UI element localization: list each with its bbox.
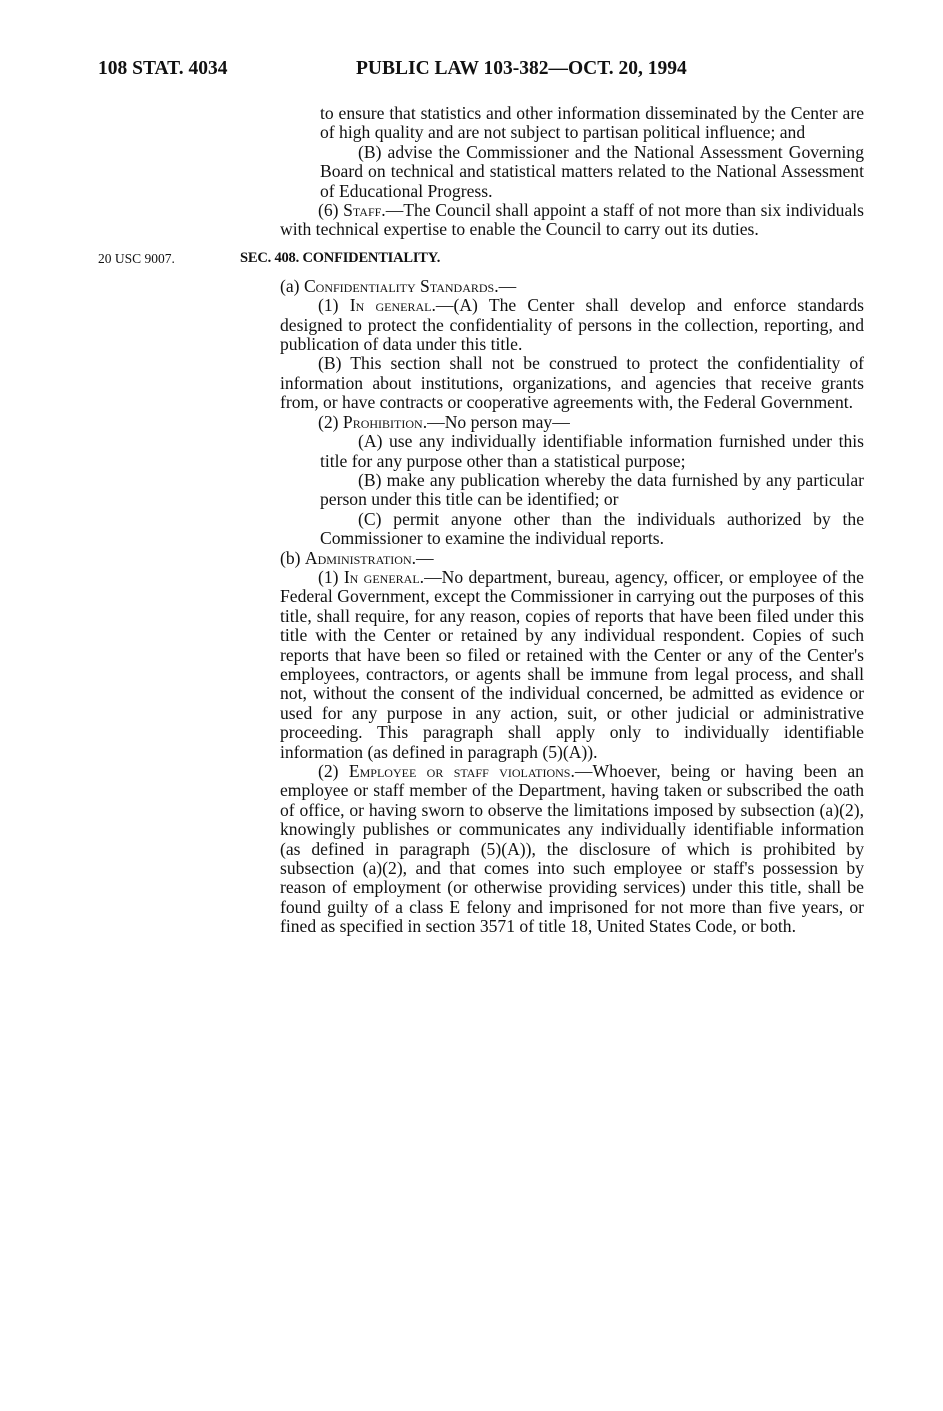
paragraph-number: (2): [318, 761, 349, 781]
subsection-label: Administration: [304, 547, 412, 568]
paragraph-text: .—Whoever, being or having been an employee or staff member of the Department, having taken or subscribed the oath of office, or having sworn to observe the limitations imposed by subsection (a)(2), knowingly publishes or communicates any individually identifiable information (as defined in paragraph (5)(A)), the disclosure of which is prohibited by subsection (a)(2), and that comes into such employee or staff's possession by reason of employment (or otherwise providing services) under this title, shall be found guilty of a class E felony and imprisoned for not more than five years, or fined as specified in section 3571 of title 18, United States Code, or both.: [280, 761, 864, 937]
paragraph-text: .—No department, bureau, agency, officer, or employee of the Federal Government, except the Commissioner in carrying out the purposes of this title, shall require, for any reason, copies of reports that have been filed under this title with the Center or retained by any individual respondent. Copies of such reports that have been so filed or retained with the Center or any of the Center's employees, contractors, or agents shall be immune from legal process, and shall not, without the consent of the individual concerned, be admitted as evidence or used for any purpose in any action, suit, or other judicial or administrative proceeding. This paragraph shall apply only to individually identifiable information (as defined in paragraph (5)(A)).: [280, 566, 864, 762]
paragraph-heading: Prohibition: [342, 411, 423, 432]
paragraph-a1: [280, 296, 864, 354]
page-header: [98, 58, 858, 88]
statute-page-reference: 108 STAT. 4034: [98, 58, 228, 79]
paragraph-text: .—No person may—: [422, 411, 570, 432]
paragraph-text: .—(A) The Center shall develop and enforce standards designed to protect the confidentiality of persons in the collection, reporting, and publication of data under this title.: [280, 295, 864, 355]
paragraph-heading: Employee or staff violations: [348, 761, 571, 781]
subparagraph-a2-c: (C) permit anyone other than the individuals authorized by the Commissioner to examine the individual reports.: [320, 508, 864, 549]
paragraph-text: .—The Council shall appoint a staff of not more than six individuals with technical expertise to enable the Council to carry out its duties.: [280, 200, 864, 240]
subsection-b-heading: [280, 549, 864, 568]
paragraph-number: (1): [318, 566, 344, 587]
paragraph-b2: [280, 762, 864, 937]
paragraph-number: (1): [318, 295, 350, 316]
prohibition-list: [280, 432, 864, 548]
subsection-label: Confidentiality Standards: [303, 275, 495, 296]
subsection-a-heading: [280, 277, 864, 296]
paragraph-heading: Staff: [343, 200, 382, 221]
continuation-paragraph: to ensure that statistics and other information disseminated by the Center are of high quality and are not subject to partisan political influence; and: [320, 103, 864, 143]
subparagraph-a2-b: (B) make any publication whereby the data furnished by any particular person under this title can be identified; or: [320, 469, 864, 510]
subsection-tail: .—: [494, 275, 517, 296]
subsection-tail: .—: [411, 547, 434, 568]
subsection-number: (a): [280, 275, 304, 296]
paragraph-heading: In general: [343, 566, 420, 587]
public-law-reference: PUBLIC LAW 103-382—OCT. 20, 1994: [356, 58, 687, 79]
paragraph-number: (2): [318, 411, 343, 432]
paragraph-heading: In general: [349, 295, 432, 316]
usc-margin-note: 20 USC 9007.: [98, 250, 175, 266]
paragraph-number: (6): [318, 200, 344, 221]
section-heading-row: [98, 247, 864, 267]
document-body: [98, 103, 864, 937]
paragraph-6-staff: [280, 201, 864, 240]
subparagraph-a2-a: (A) use any individually identifiable information furnished under this title for any purpose other than a statistical purpose;: [320, 431, 864, 471]
paragraph-a2: [280, 413, 864, 432]
paragraph-b1: [280, 568, 864, 762]
paragraph-a1-b: (B) This section shall not be construed to protect the confidentiality of information about institutions, organizations, and agencies that receive grants from, or have contracts or cooperative agreements with, the Federal Government.: [280, 353, 864, 413]
section-heading: SEC. 408. CONFIDENTIALITY.: [240, 249, 441, 266]
subsection-number: (b): [280, 547, 305, 568]
subparagraph-b: (B) advise the Commissioner and the National Assessment Governing Board on technical and statistical matters related to the National Assessment of Educational Progress.: [320, 141, 864, 201]
continuation-block: [280, 104, 864, 201]
